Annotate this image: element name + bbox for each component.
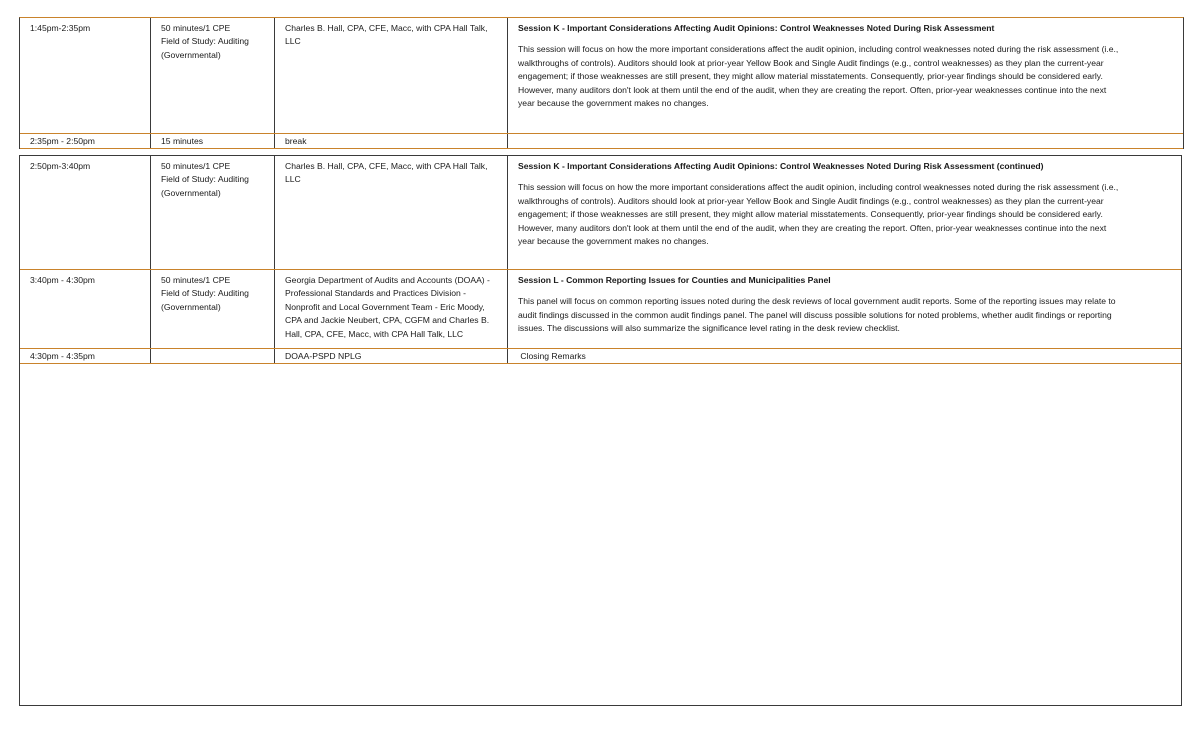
time-cell (20, 156, 150, 269)
speaker-line: Nonprofit and Local Government Team - Eric Moody, (285, 301, 485, 312)
credit-cell (150, 349, 274, 363)
schedule-table-2 (19, 155, 1182, 706)
description-line: engagement; if those weaknesses are still present, they might allow material misstatements. Consequently, prior-year findings should be considered early. (518, 209, 1103, 220)
field-of-study-type: (Governmental) (161, 187, 221, 198)
speaker-line: Professional Standards and Practices Division - (285, 288, 467, 299)
description-line: This panel will focus on common reporting issues noted during the desk reviews of local government audit reports. Some of the reporting issues may relate to (518, 296, 1116, 307)
time-cell (20, 134, 150, 148)
session-row-2-50 (20, 156, 1181, 270)
time-cell (20, 270, 150, 348)
description-line: year because the government makes no changes. (518, 98, 709, 109)
credit-cell (150, 134, 274, 148)
credit-cell (150, 270, 274, 348)
field-of-study-type: (Governmental) (161, 49, 221, 60)
time-cell (20, 18, 150, 133)
session-cell (507, 270, 1181, 348)
description-line: year because the government makes no changes. (518, 236, 709, 247)
speaker-cell (274, 270, 507, 348)
field-of-study-type: (Governmental) (161, 301, 221, 312)
description-line: However, many auditors don't look at them until the end of the audit, when they are creating the report. Often, prior-year weaknesses continue into the next (518, 84, 1107, 95)
break-duration: 15 minutes (161, 136, 204, 146)
credit-cell (150, 156, 274, 269)
session-description (518, 181, 1171, 248)
session-row-1-45 (20, 18, 1183, 134)
session-description (518, 43, 1173, 110)
field-of-study-line: Field of Study: Auditing (161, 288, 249, 299)
speaker-line: Charles B. Hall, CPA, CFE, Macc, with CPA Hall Talk, (285, 23, 488, 33)
session-time: 2:50pm-3:40pm (30, 161, 91, 171)
schedule-table-1 (19, 17, 1184, 149)
session-title: Session K - Important Considerations Affecting Audit Opinions: Control Weaknesses Noted During Risk Assessment (518, 23, 995, 33)
speaker-line: LLC (285, 36, 301, 47)
speaker-line: Georgia Department of Audits and Accounts (DOAA) - (285, 275, 490, 285)
session-title: Session K - Important Considerations Affecting Audit Opinions: Control Weaknesses Noted During Risk Assessment (continued) (518, 161, 1044, 171)
speaker-line: Charles B. Hall, CPA, CFE, Macc, with CPA Hall Talk, (285, 161, 488, 171)
break-row (20, 134, 1183, 149)
speaker-line: CPA and Jackie Neubert, CPA, CGFM and Charles B. (285, 315, 490, 326)
speaker-line: DOAA-PSPD NPLG (285, 351, 362, 361)
session-time: 2:35pm - 2:50pm (30, 136, 95, 146)
speaker-cell (274, 156, 507, 269)
session-title: Closing Remarks (518, 351, 586, 361)
description-line: This session will focus on how the more important considerations affect the audit opinion, including control weaknesses noted during the risk assessment (i.e., (518, 44, 1119, 55)
session-cell (507, 156, 1181, 269)
field-of-study-line: Field of Study: Auditing (161, 36, 249, 47)
credit-line: 50 minutes/1 CPE (161, 23, 231, 33)
description-line: However, many auditors don't look at them until the end of the audit, when they are creating the report. Often, prior-year weaknesses continue into the next (518, 222, 1107, 233)
description-line: walkthroughs of controls). Auditors should look at prior-year Yellow Book and Single Audit findings (e.g., control weaknesses) as they plan the current-year (518, 57, 1104, 68)
speaker-cell (274, 18, 507, 133)
session-cell (507, 134, 1183, 148)
field-of-study-line: Field of Study: Auditing (161, 174, 249, 185)
time-cell (20, 349, 150, 363)
closing-row (20, 349, 1181, 364)
session-cell (507, 18, 1183, 133)
speaker-line: Hall, CPA, CFE, Macc, with CPA Hall Talk, LLC (285, 328, 464, 339)
description-line: engagement; if those weaknesses are still present, they might allow material misstatements. Consequently, prior-year findings should be considered early. (518, 71, 1103, 82)
credit-cell (150, 18, 274, 133)
speaker-cell (274, 349, 507, 363)
session-description (518, 295, 1171, 335)
session-cell (507, 349, 1181, 363)
session-row-3-40 (20, 270, 1181, 349)
credit-line: 50 minutes/1 CPE (161, 275, 231, 285)
session-time: 4:30pm - 4:35pm (30, 351, 95, 361)
speaker-cell (274, 134, 507, 148)
description-line: issues. The discussions will also summarize the significance level rating in the desk review checklist. (518, 323, 900, 334)
description-line: walkthroughs of controls). Auditors should look at prior-year Yellow Book and Single Audit findings (e.g., control weaknesses) as they plan the current-year (518, 195, 1104, 206)
break-label: break (285, 136, 307, 146)
speaker-line: LLC (285, 174, 301, 185)
session-time: 3:40pm - 4:30pm (30, 275, 95, 285)
session-title: Session L - Common Reporting Issues for Counties and Municipalities Panel (518, 275, 831, 285)
session-time: 1:45pm-2:35pm (30, 23, 91, 33)
description-line: audit findings discussed in the common audit findings panel. The panel will discuss possible solutions for noted problems, whether audit findings or reporting (518, 309, 1112, 320)
description-line: This session will focus on how the more important considerations affect the audit opinion, including control weaknesses noted during the risk assessment (i.e., (518, 182, 1119, 193)
credit-line: 50 minutes/1 CPE (161, 161, 231, 171)
